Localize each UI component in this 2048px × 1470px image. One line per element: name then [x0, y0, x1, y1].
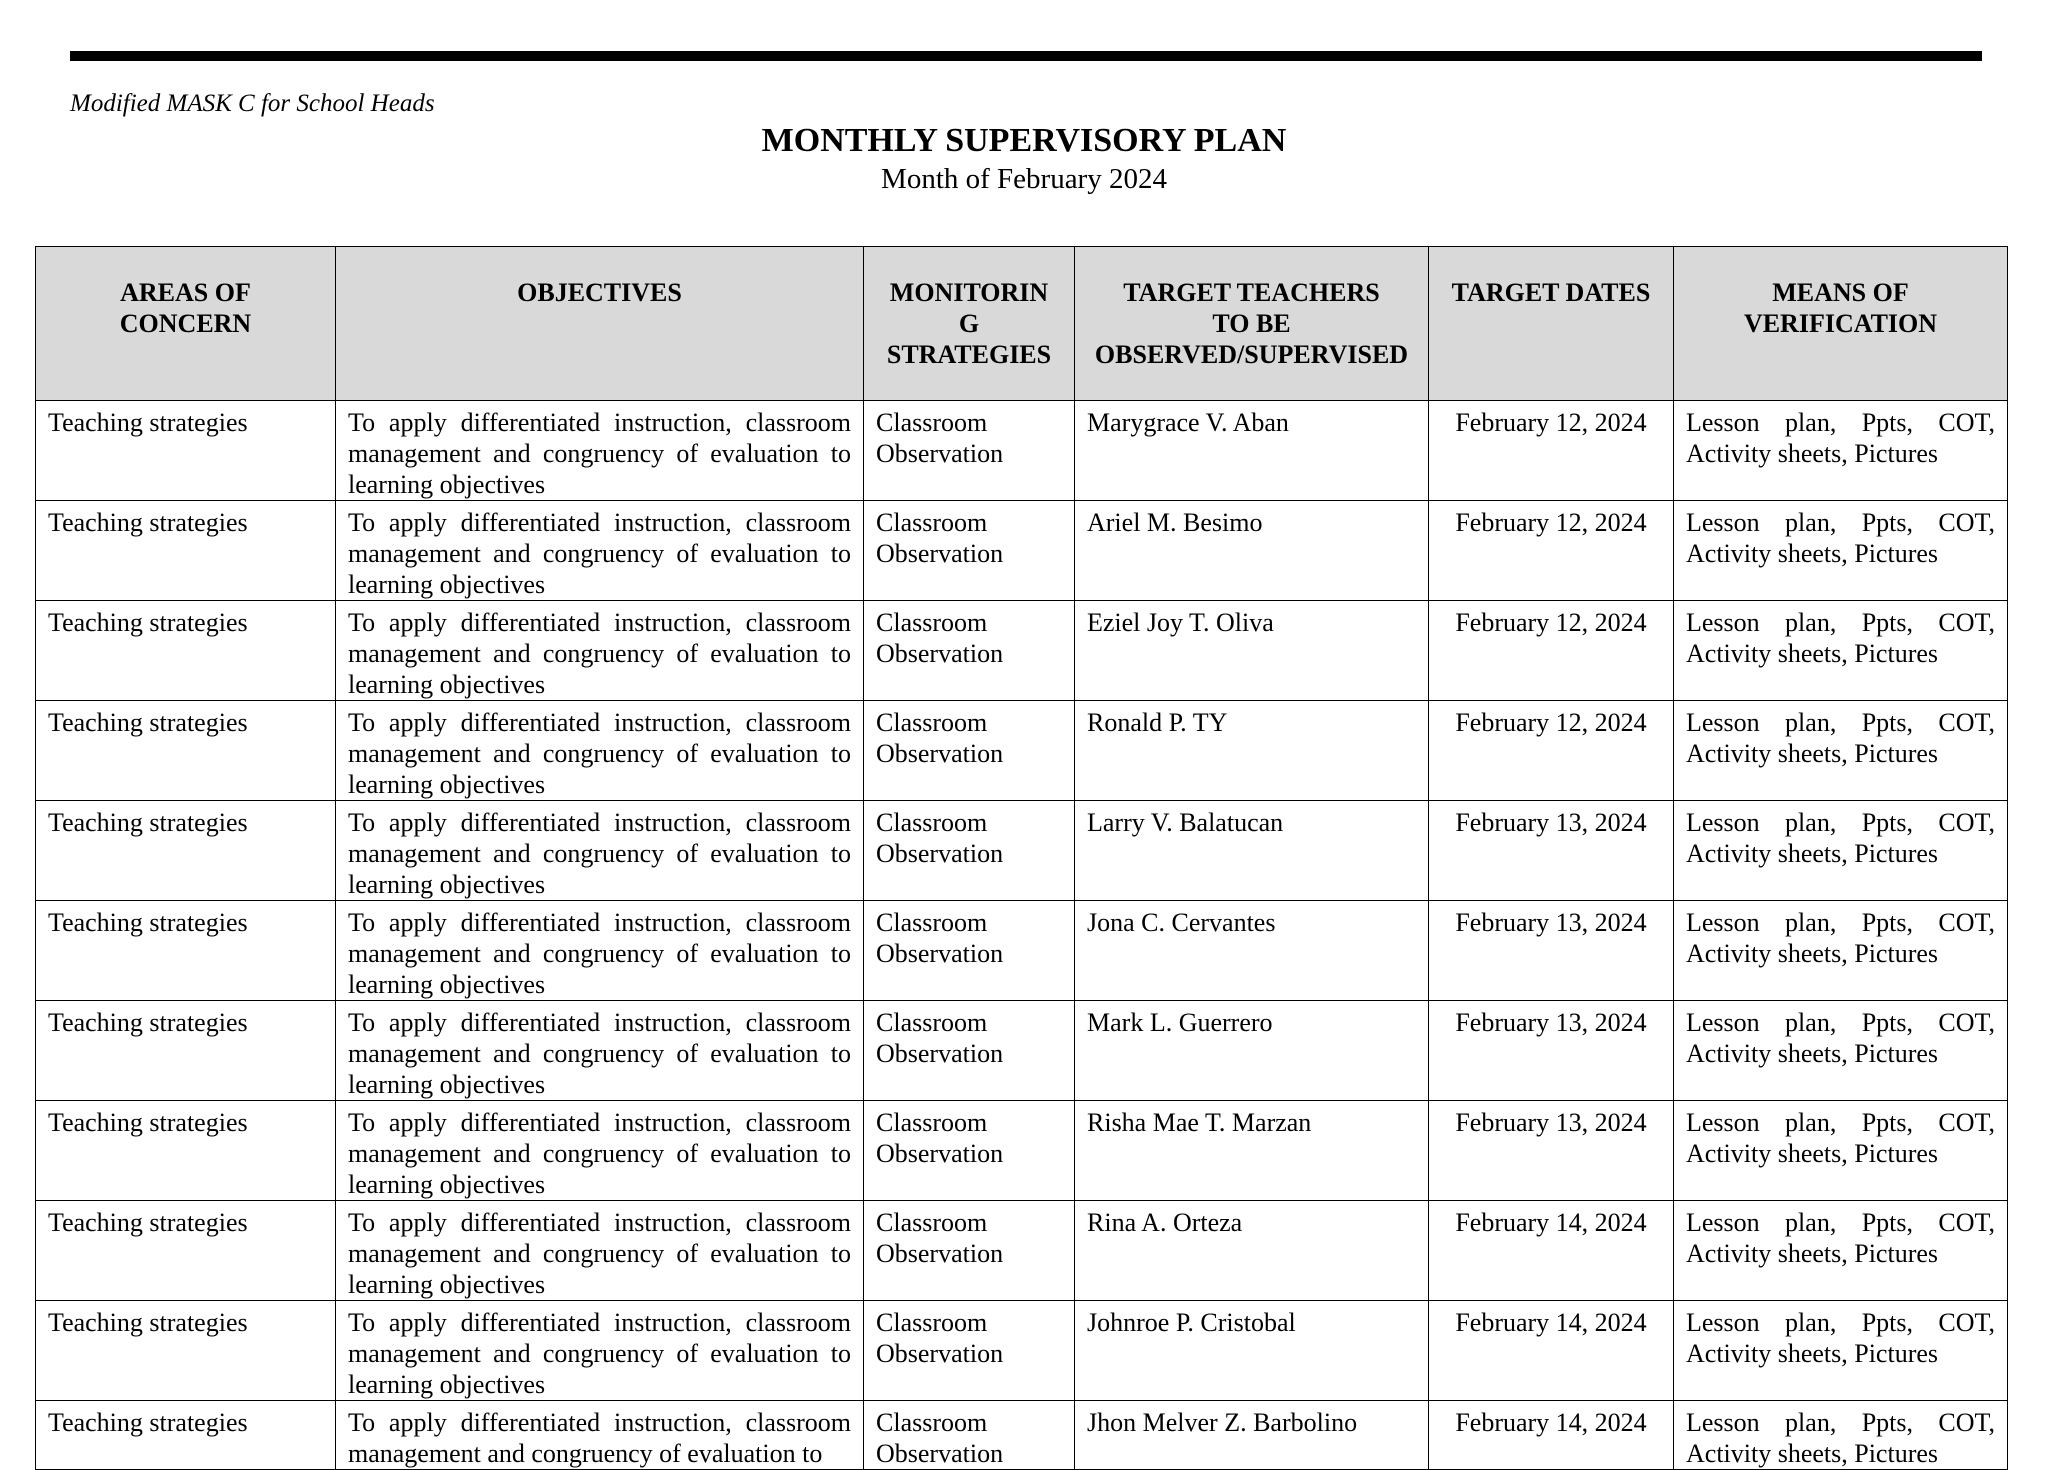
header-means-of-verification: MEANS OF VERIFICATION: [1674, 247, 2008, 401]
area-cell: Teaching strategies: [36, 1001, 336, 1101]
document-label: Modified MASK C for School Heads: [70, 90, 435, 117]
table-row: [36, 901, 2008, 1001]
header-monitoring-strategies: MONITORIN G STRATEGIES: [864, 247, 1075, 401]
objective-cell: To apply differentiated instruction, classroom management and congruency of evaluation to learning objectives: [336, 801, 864, 901]
area-cell: Teaching strategies: [36, 501, 336, 601]
area-cell: Teaching strategies: [36, 601, 336, 701]
teacher-cell: Risha Mae T. Marzan: [1075, 1101, 1429, 1201]
table-row: [36, 1401, 2008, 1470]
means-cell: Lesson plan, Ppts, COT, Activity sheets, Pictures: [1674, 601, 2008, 701]
teacher-cell: Ronald P. TY: [1075, 701, 1429, 801]
table-row: [36, 1001, 2008, 1101]
objective-cell: To apply differentiated instruction, classroom management and congruency of evaluation to learning objectives: [336, 401, 864, 501]
objective-cell: To apply differentiated instruction, classroom management and congruency of evaluation to learning objectives: [336, 901, 864, 1001]
means-cell: Lesson plan, Ppts, COT, Activity sheets, Pictures: [1674, 1101, 2008, 1201]
date-cell: February 12, 2024: [1429, 601, 1674, 701]
means-cell: Lesson plan, Ppts, COT, Activity sheets, Pictures: [1674, 501, 2008, 601]
strategy-cell: Classroom Observation: [864, 501, 1075, 601]
date-cell: February 12, 2024: [1429, 501, 1674, 601]
date-cell: February 14, 2024: [1429, 1201, 1674, 1301]
date-cell: February 14, 2024: [1429, 1301, 1674, 1401]
strategy-cell: Classroom Observation: [864, 1001, 1075, 1101]
strategy-cell: Classroom Observation: [864, 801, 1075, 901]
strategy-cell: Classroom Observation: [864, 1201, 1075, 1301]
table-row: [36, 1301, 2008, 1401]
objective-cell: To apply differentiated instruction, classroom management and congruency of evaluation to learning objectives: [336, 1301, 864, 1401]
means-cell: Lesson plan, Ppts, COT, Activity sheets, Pictures: [1674, 1201, 2008, 1301]
table-row: [36, 501, 2008, 601]
objective-cell: To apply differentiated instruction, classroom management and congruency of evaluation to learning objectives: [336, 1101, 864, 1201]
area-cell: Teaching strategies: [36, 1101, 336, 1201]
strategy-cell: Classroom Observation: [864, 701, 1075, 801]
date-cell: February 12, 2024: [1429, 701, 1674, 801]
teacher-cell: Johnroe P. Cristobal: [1075, 1301, 1429, 1401]
teacher-cell: Jona C. Cervantes: [1075, 901, 1429, 1001]
area-cell: Teaching strategies: [36, 1201, 336, 1301]
area-cell: Teaching strategies: [36, 901, 336, 1001]
header-target-teachers: TARGET TEACHERS TO BE OBSERVED/SUPERVISED: [1075, 247, 1429, 401]
objective-cell: To apply differentiated instruction, classroom management and congruency of evaluation to learning objectives: [336, 1201, 864, 1301]
strategy-cell: Classroom Observation: [864, 1301, 1075, 1401]
date-cell: February 12, 2024: [1429, 401, 1674, 501]
header-objectives: OBJECTIVES: [336, 247, 864, 401]
objective-cell: To apply differentiated instruction, classroom management and congruency of evaluation to learning objectives: [336, 1001, 864, 1101]
teacher-cell: Rina A. Orteza: [1075, 1201, 1429, 1301]
means-cell: Lesson plan, Ppts, COT, Activity sheets, Pictures: [1674, 1001, 2008, 1101]
table-row: [36, 801, 2008, 901]
page-subtitle: Month of February 2024: [881, 163, 1167, 195]
teacher-cell: Marygrace V. Aban: [1075, 401, 1429, 501]
teacher-cell: Eziel Joy T. Oliva: [1075, 601, 1429, 701]
date-cell: February 13, 2024: [1429, 1001, 1674, 1101]
table-row: [36, 401, 2008, 501]
supervisory-plan-table: [35, 246, 2008, 1470]
objective-cell: To apply differentiated instruction, classroom management and congruency of evaluation to learning objectives: [336, 501, 864, 601]
means-cell: Lesson plan, Ppts, COT, Activity sheets, Pictures: [1674, 401, 2008, 501]
strategy-cell: Classroom Observation: [864, 901, 1075, 1001]
strategy-cell: Classroom Observation: [864, 1101, 1075, 1201]
date-cell: February 13, 2024: [1429, 801, 1674, 901]
table-row: [36, 601, 2008, 701]
teacher-cell: Jhon Melver Z. Barbolino: [1075, 1401, 1429, 1470]
area-cell: Teaching strategies: [36, 701, 336, 801]
means-cell: Lesson plan, Ppts, COT, Activity sheets, Pictures: [1674, 701, 2008, 801]
date-cell: February 14, 2024: [1429, 1401, 1674, 1470]
area-cell: Teaching strategies: [36, 801, 336, 901]
header-areas-of-concern: AREAS OF CONCERN: [36, 247, 336, 401]
teacher-cell: Ariel M. Besimo: [1075, 501, 1429, 601]
area-cell: Teaching strategies: [36, 401, 336, 501]
table-row: [36, 1101, 2008, 1201]
table-row: [36, 1201, 2008, 1301]
strategy-cell: Classroom Observation: [864, 1401, 1075, 1470]
means-cell: Lesson plan, Ppts, COT, Activity sheets, Pictures: [1674, 901, 2008, 1001]
area-cell: Teaching strategies: [36, 1301, 336, 1401]
objective-cell: To apply differentiated instruction, classroom management and congruency of evaluation to learning objectives: [336, 701, 864, 801]
date-cell: February 13, 2024: [1429, 1101, 1674, 1201]
table-header-row: [36, 247, 2008, 401]
table-row: [36, 701, 2008, 801]
teacher-cell: Mark L. Guerrero: [1075, 1001, 1429, 1101]
date-cell: February 13, 2024: [1429, 901, 1674, 1001]
means-cell: Lesson plan, Ppts, COT, Activity sheets, Pictures: [1674, 801, 2008, 901]
objective-cell: To apply differentiated instruction, classroom management and congruency of evaluation to: [336, 1401, 864, 1470]
means-cell: Lesson plan, Ppts, COT, Activity sheets, Pictures: [1674, 1301, 2008, 1401]
top-rule: [70, 51, 1982, 61]
strategy-cell: Classroom Observation: [864, 601, 1075, 701]
objective-cell: To apply differentiated instruction, classroom management and congruency of evaluation to learning objectives: [336, 601, 864, 701]
area-cell: Teaching strategies: [36, 1401, 336, 1470]
teacher-cell: Larry V. Balatucan: [1075, 801, 1429, 901]
page-title: MONTHLY SUPERVISORY PLAN: [761, 122, 1287, 159]
strategy-cell: Classroom Observation: [864, 401, 1075, 501]
means-cell: Lesson plan, Ppts, COT, Activity sheets, Pictures: [1674, 1401, 2008, 1470]
header-target-dates: TARGET DATES: [1429, 247, 1674, 401]
